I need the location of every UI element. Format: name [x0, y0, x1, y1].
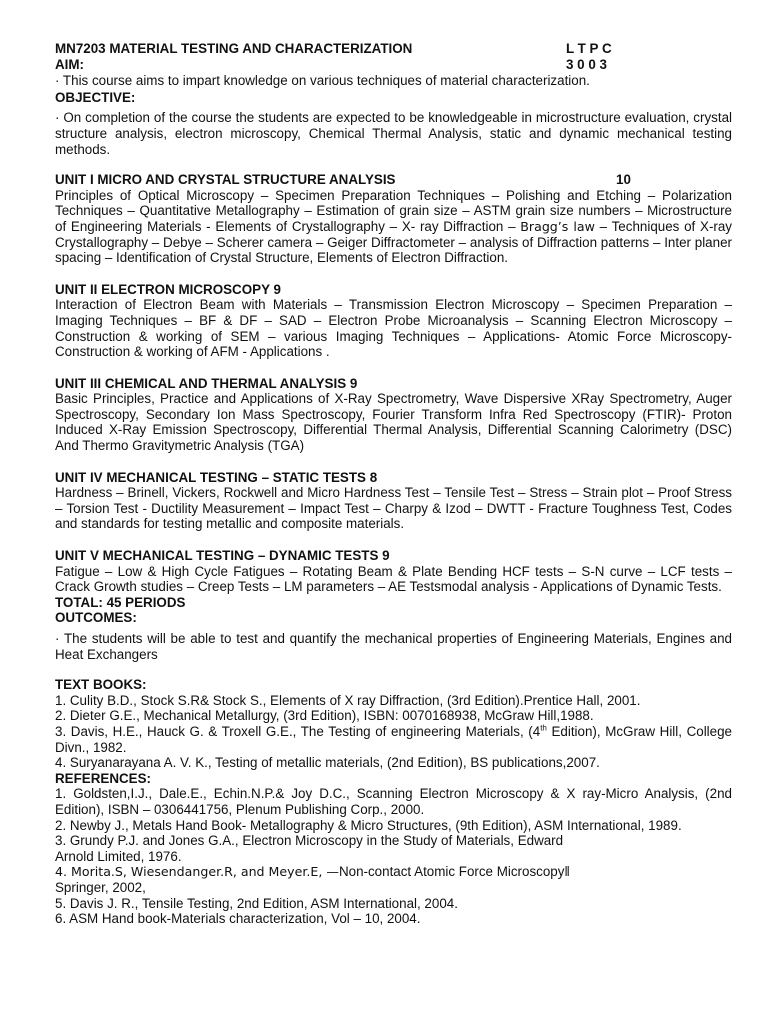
objective-heading: OBJECTIVE:	[55, 89, 136, 105]
unit-2-title: UNIT II ELECTRON MICROSCOPY 9	[55, 281, 281, 297]
unit-1-title: UNIT I MICRO AND CRYSTAL STRUCTURE ANALYSIS	[55, 172, 396, 188]
unit-5-text: Fatigue – Low & High Cycle Fatigues – Rotating Beam & Plate Bending HCF tests – S-N curve – LCF tests – Crack Growth studies – Creep Tests – LM parameters – AE Testsmodal analysis - Applications of Dynamic Tests.	[55, 563, 732, 595]
reference-item: 2. Newby J., Metals Hand Book- Metallography & Micro Structures, (9th Edition), ASM International, 1989.	[55, 817, 682, 833]
text-book-item: 4. Suryanarayana A. V. K., Testing of metallic materials, (2nd Edition), BS publications,2007.	[55, 755, 600, 771]
objective-text: · On completion of the course the students are expected to be knowledgeable in microstructure evaluation, crystal structure analysis, electron microscopy, Chemical Thermal Analysis, static and dynamic mechanical testing methods.	[55, 110, 732, 157]
text-book-item: 1. Culity B.D., Stock S.R& Stock S., Elements of X ray Diffraction, (3rd Edition).Prentice Hall, 2001.	[55, 692, 641, 708]
reference-item: 5. Davis J. R., Tensile Testing, 2nd Edition, ASM International, 2004.	[55, 895, 458, 911]
outcomes-text: · The students will be able to test and quantify the mechanical properties of Engineering Materials, Engines and Heat Exchangers	[55, 631, 732, 662]
aim-text: · This course aims to impart knowledge on various techniques of material characterization.	[55, 73, 590, 89]
references-heading: REFERENCES:	[55, 770, 151, 786]
ltpc-values: 3 0 0 3	[566, 56, 607, 72]
unit-1-hours: 10	[616, 172, 631, 188]
syllabus-page	[55, 41, 732, 927]
reference-item: Arnold Limited, 1976.	[55, 848, 182, 864]
unit-3-text: Basic Principles, Practice and Applications of X-Ray Spectrometry, Wave Dispersive XRay Spectrometry, Auger Spectroscopy, Secondary Ion Mass Spectroscopy, Fourier Transform Infra Red Spectroscopy (FTIR)- Proton Induced X-Ray Emission Spectroscopy, Differential Thermal Analysis, Differential Scanning Calorimetry (DSC) And Thermo Gravitymetric Analysis (TGA)	[55, 391, 732, 454]
outcomes-heading: OUTCOMES:	[55, 610, 137, 626]
unit-4-title: UNIT IV MECHANICAL TESTING – STATIC TESTS 8	[55, 469, 378, 485]
unit-4-text: Hardness – Brinell, Vickers, Rockwell and Micro Hardness Test – Tensile Test – Stress – Strain plot – Proof Stress – Torsion Test - Ductility Measurement – Impact Test – Charpy & Izod – DWTT - Fracture Toughness Test, Codes and standards for testing metallic and composite materials.	[55, 485, 732, 532]
unit-5-title: UNIT V MECHANICAL TESTING – DYNAMIC TESTS 9	[55, 548, 390, 564]
unit-3-title: UNIT III CHEMICAL AND THERMAL ANALYSIS 9	[55, 375, 358, 391]
reference-item: 1. Goldsten,I.J., Dale.E., Echin.N.P.& Joy D.C., Scanning Electron Microscopy & X ray-Micro Analysis, (2nd Edition), ISBN – 0306441756, Plenum Publishing Corp., 2000.	[55, 786, 732, 817]
text-books-heading: TEXT BOOKS:	[55, 677, 147, 693]
text-book-item: 3. Davis, H.E., Hauck G. & Troxell G.E., The Testing of engineering Materials, (4th Edition), McGraw Hill, College Divn., 1982.	[55, 723, 732, 755]
course-title: MN7203 MATERIAL TESTING AND CHARACTERIZATION	[55, 41, 413, 56]
reference-item: Springer, 2002,	[55, 879, 146, 895]
unit-1-text: Principles of Optical Microscopy – Specimen Preparation Techniques – Polishing and Etching – Polarization Techniques – Quantitative Metallography – Estimation of grain size – ASTM grain size numbers – Microstructure of Engineering Materials - Elements of Crystallography – X- ray Diffraction – Bragg’s law – Techniques of X-ray Crystallography – Debye – Scherer camera – Geiger Diffractometer – analysis of Diffraction patterns – Inter planer spacing – Identification of Crystal Structure, Elements of Electron Diffraction.	[55, 187, 733, 266]
text-book-item: 2. Dieter G.E., Mechanical Metallurgy, (3rd Edition), ISBN: 0070168938, McGraw Hill,1988.	[55, 708, 594, 724]
reference-item: 3. Grundy P.J. and Jones G.A., Electron Microscopy in the Study of Materials, Edward	[55, 833, 564, 849]
unit-1-heading-row	[55, 172, 732, 188]
unit-2-text: Interaction of Electron Beam with Materials – Transmission Electron Microscopy – Specimen Preparation – Imaging Techniques – BF & DF – SAD – Electron Probe Microanalysis – Scanning Electron Microscopy – Construction & working of SEM – various Imaging Techniques – Applications- Atomic Force Microscopy- Construction & working of AFM - Applications .	[55, 297, 732, 360]
reference-item: 6. ASM Hand book-Materials characterization, Vol – 10, 2004.	[55, 911, 421, 927]
total-periods: TOTAL: 45 PERIODS	[55, 594, 186, 610]
reference-item: 4. Morita.S, Wiesendanger.R, and Meyer.E, —Non-contact Atomic Force Microscopy‖	[55, 864, 570, 880]
aim-heading: AIM:	[55, 56, 85, 72]
ltpc-label: L T P C	[566, 41, 612, 56]
